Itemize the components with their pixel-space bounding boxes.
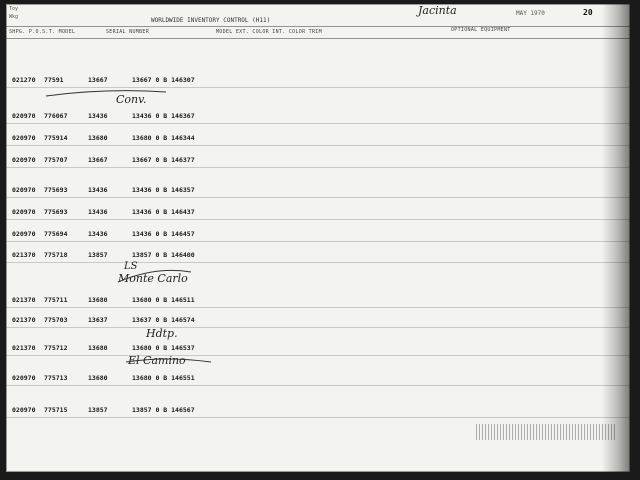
row-rule <box>6 355 630 356</box>
row-serial: 13637 0 B 146574 <box>132 316 195 324</box>
corner-label-second: Wkg <box>9 14 19 20</box>
row-post-number: 775715 <box>44 406 68 414</box>
row-ship-date: 021270 <box>12 76 36 84</box>
row-ship-date: 020970 <box>12 208 36 216</box>
row-model: 13680 <box>88 374 108 382</box>
row-post-number: 77591 <box>44 76 64 84</box>
row-rule <box>6 145 630 146</box>
page-number: 20 <box>583 8 593 17</box>
column-header-shipping: SHPG. P.O.S.T. MODEL <box>9 29 76 35</box>
row-rule <box>6 307 630 308</box>
row-model: 13680 <box>88 344 108 352</box>
row-ship-date: 021370 <box>12 344 36 352</box>
row-model: 13667 <box>88 156 108 164</box>
row-model: 13857 <box>88 251 108 259</box>
row-ship-date: 021370 <box>12 296 36 304</box>
row-ship-date: 021370 <box>12 251 36 259</box>
row-rule <box>6 327 630 328</box>
row-post-number: 775713 <box>44 374 68 382</box>
row-post-number: 775693 <box>44 208 68 216</box>
row-post-number: 775712 <box>44 344 68 352</box>
row-post-number: 775718 <box>44 251 68 259</box>
scanned-document-page <box>6 4 630 472</box>
row-model: 13857 <box>88 406 108 414</box>
report-date: MAY 1970 <box>516 10 545 17</box>
handwritten-note-conv: Conv. <box>116 93 147 106</box>
column-header-colors: MODEL EXT. COLOR INT. COLOR TRIM <box>216 29 322 35</box>
bottom-smudge <box>476 424 616 440</box>
row-serial: 13667 0 B 146377 <box>132 156 195 164</box>
row-serial: 13680 0 B 146537 <box>132 344 195 352</box>
row-rule <box>6 385 630 386</box>
row-ship-date: 021370 <box>12 316 36 324</box>
row-post-number: 775914 <box>44 134 68 142</box>
row-model: 13637 <box>88 316 108 324</box>
row-model: 13436 <box>88 186 108 194</box>
row-serial: 13436 0 B 146367 <box>132 112 195 120</box>
handwritten-note-hdtp: Hdtp. <box>146 327 178 340</box>
row-post-number: 775707 <box>44 156 68 164</box>
row-ship-date: 020970 <box>12 134 36 142</box>
row-ship-date: 020970 <box>12 186 36 194</box>
row-rule <box>6 417 630 418</box>
column-header-serial: SERIAL NUMBER <box>106 29 150 35</box>
row-model: 13680 <box>88 296 108 304</box>
row-post-number: 775711 <box>44 296 68 304</box>
form-title: WORLDWIDE INVENTORY CONTROL (H11) <box>151 17 271 24</box>
row-serial: 13857 0 B 146567 <box>132 406 195 414</box>
row-rule <box>6 262 630 263</box>
column-header-rule <box>6 38 630 39</box>
row-serial: 13667 0 B 146307 <box>132 76 195 84</box>
scan-edge-shadow <box>602 4 630 472</box>
row-ship-date: 020970 <box>12 230 36 238</box>
top-scribble: Jacinta <box>418 4 457 17</box>
handwritten-note-el-camino: El Camino <box>128 354 186 367</box>
row-model: 13436 <box>88 208 108 216</box>
row-rule <box>6 167 630 168</box>
row-serial: 13680 0 B 146511 <box>132 296 195 304</box>
row-rule <box>6 87 630 88</box>
row-rule <box>6 123 630 124</box>
row-serial: 13680 0 B 146551 <box>132 374 195 382</box>
row-model: 13680 <box>88 134 108 142</box>
row-ship-date: 020970 <box>12 112 36 120</box>
row-ship-date: 020970 <box>12 156 36 164</box>
row-post-number: 776067 <box>44 112 68 120</box>
row-rule <box>6 219 630 220</box>
row-serial: 13436 0 B 146457 <box>132 230 195 238</box>
row-post-number: 775703 <box>44 316 68 324</box>
row-rule <box>6 241 630 242</box>
row-ship-date: 020970 <box>12 406 36 414</box>
header-rule <box>6 26 630 27</box>
row-serial: 13436 0 B 146357 <box>132 186 195 194</box>
row-post-number: 775693 <box>44 186 68 194</box>
row-serial: 13680 0 B 146344 <box>132 134 195 142</box>
row-rule <box>6 197 630 198</box>
corner-label-top: Toy <box>9 6 19 12</box>
row-model: 13436 <box>88 112 108 120</box>
row-serial: 13436 0 B 146437 <box>132 208 195 216</box>
handwritten-note-ls: LS <box>124 261 138 272</box>
row-post-number: 775694 <box>44 230 68 238</box>
handwritten-note-monte-carlo: Monte Carlo <box>118 272 188 285</box>
column-header-options: OPTIONAL EQUIPMENT <box>451 27 511 33</box>
row-model: 13436 <box>88 230 108 238</box>
row-serial: 13857 0 B 146400 <box>132 251 195 259</box>
row-ship-date: 020970 <box>12 374 36 382</box>
scribble-stroke <box>46 91 166 96</box>
row-model: 13667 <box>88 76 108 84</box>
